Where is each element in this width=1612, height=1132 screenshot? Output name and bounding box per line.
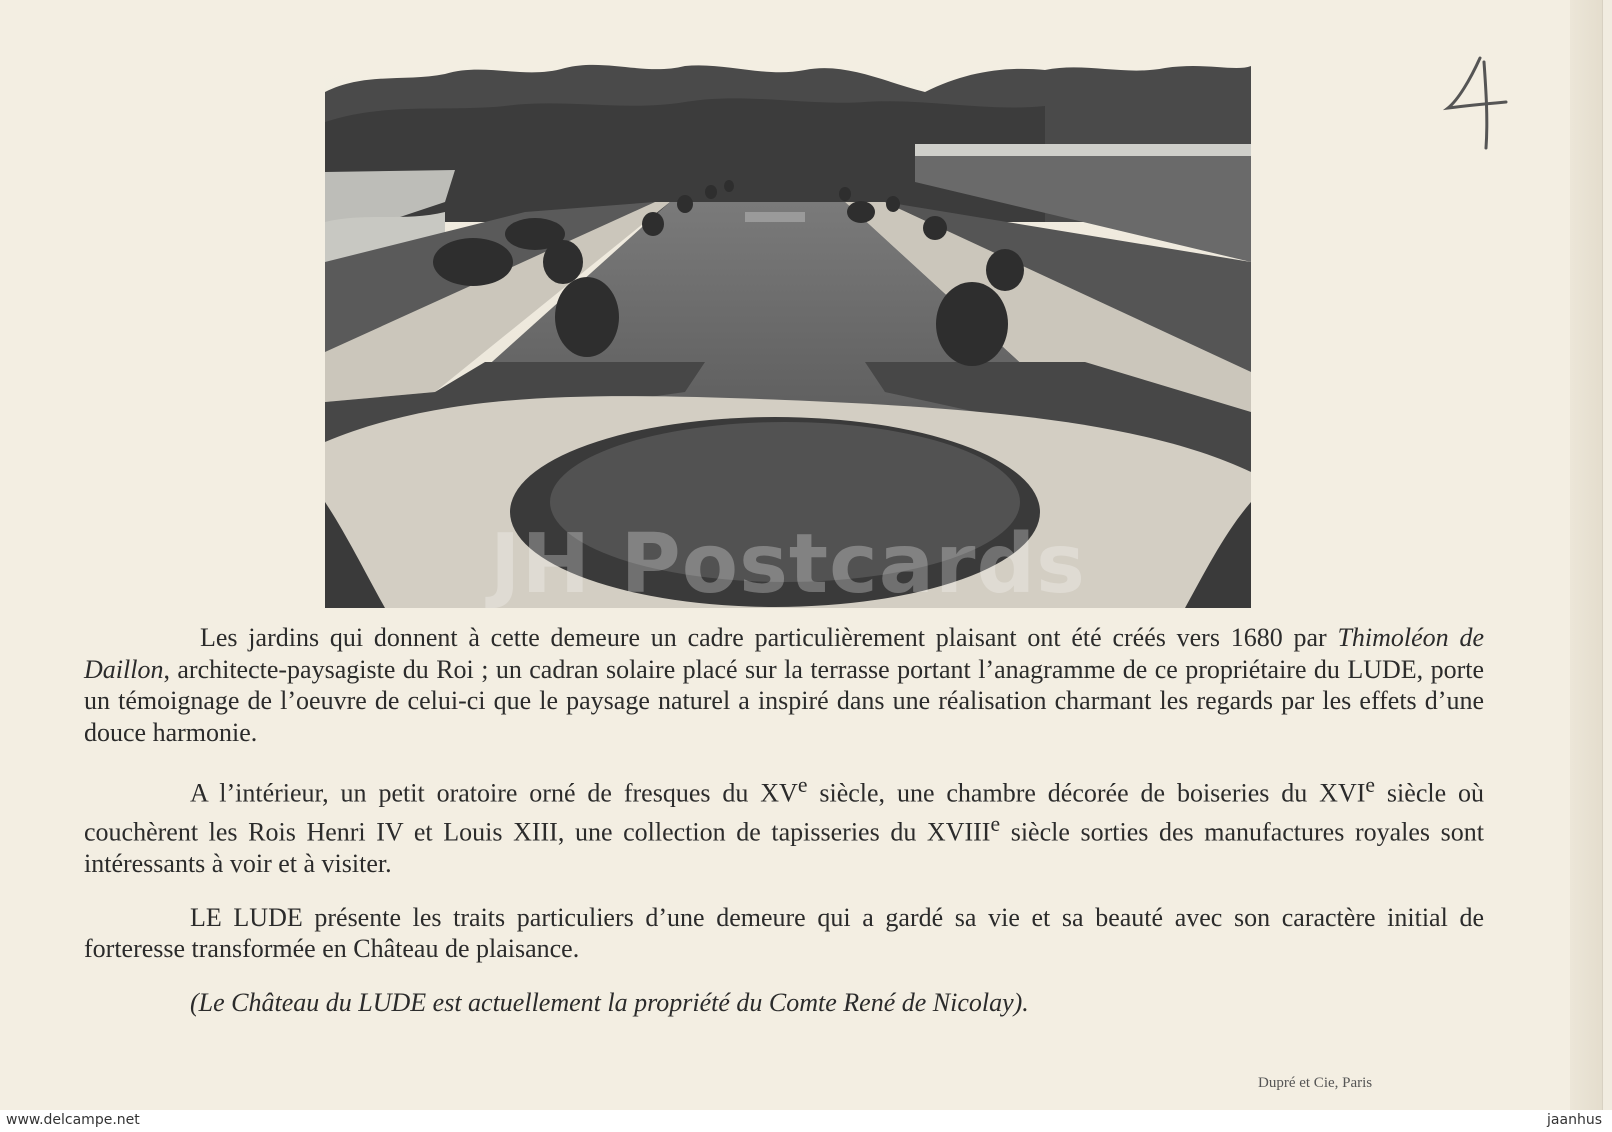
- interior-text-d: siècle sorties des manufactures royales sont intéressants à voir et à visiter.: [84, 817, 1484, 879]
- paragraph-ownership: (Le Château du LUDE est actuellement la propriété du Comte René de Nicolay).: [190, 987, 1029, 1017]
- interior-text-a: A l’intérieur, un petit oratoire orné de fresques du XV: [190, 778, 798, 808]
- superscript-e: e: [797, 773, 808, 797]
- watermark: JH Postcards: [489, 517, 1086, 608]
- superscript-e: e: [1365, 773, 1376, 797]
- interior-text-c: siècle où couchèrent les Rois Henri IV et Louis XIII, une collection de tapisseries du XVIII: [84, 778, 1485, 847]
- superscript-e: e: [990, 812, 1001, 837]
- site-url-left: www.delcampe.net: [6, 1112, 140, 1128]
- site-user-right: jaanhus: [1547, 1112, 1602, 1128]
- paragraph-interior: [84, 770, 1484, 880]
- gardens-text-start: Les jardins qui donnent à cette demeure un cadre particulièrement plaisant ont été créés vers 1680 par: [200, 623, 1338, 652]
- page-edge: [1570, 0, 1602, 1110]
- architect-name: Thimoléon de Daillon: [84, 623, 1484, 684]
- garden-photo: [325, 62, 1251, 608]
- interior-text-b: siècle, une chambre décorée de boiseries du XVI: [807, 778, 1366, 808]
- paragraph-character: LE LUDE présente les traits particuliers d’une demeure qui a gardé sa vie et sa beauté avec son caractère initial de forteresse transformée en Château de plaisance.: [84, 902, 1484, 964]
- handwritten-page-number: [1440, 50, 1520, 150]
- publisher-credit: Dupré et Cie, Paris: [1258, 1075, 1373, 1091]
- description-text: [84, 622, 1484, 1040]
- site-footer-bar: [0, 1110, 1612, 1132]
- gardens-text-end: , architecte-paysagiste du Roi ; un cadran solaire placé sur la terrasse portant l’anagramme de ce propriétaire du LUDE, porte un témoignage de l’oeuvre de celui-ci que le paysage naturel a inspiré dans une réalisation charmant les regards par les effets d’une douce harmonie.: [84, 654, 1484, 747]
- paragraph-gardens: [84, 622, 1484, 748]
